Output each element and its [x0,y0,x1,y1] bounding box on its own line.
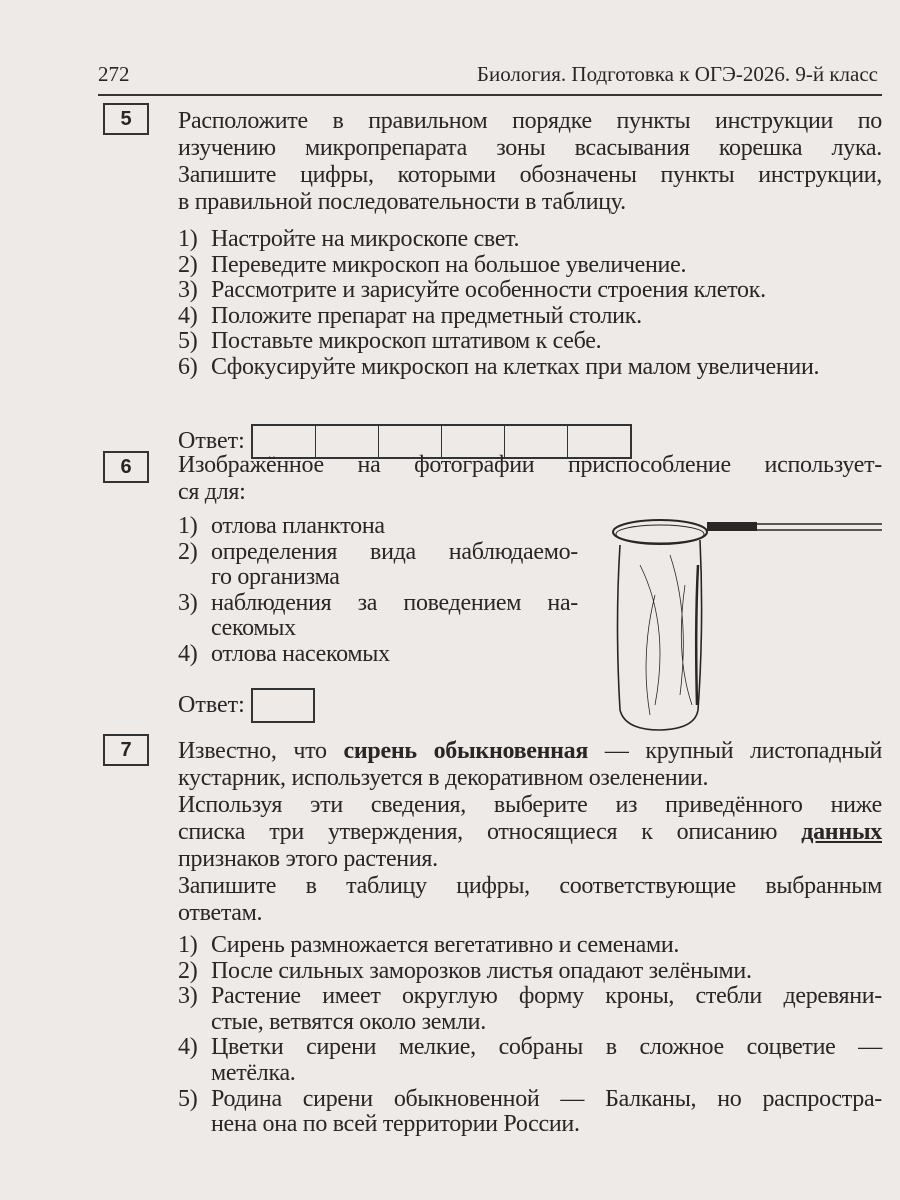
option-text: определения вида наблюдаемо- [211,538,578,565]
option-text: После сильных заморозков листья опадают зелёными. [211,957,752,984]
option-text-continuation: го организма [211,564,340,591]
question-number-5: 5 [103,103,149,135]
text-line: Расположите в правильном порядке пункты инструкции по [178,108,882,134]
option-item [178,304,882,330]
question-6-options [178,514,578,668]
text-line: Запишите цифры, которыми обозначены пункты инструкции, [178,162,882,188]
option-number: 4) [178,302,198,329]
text-line: Используя эти сведения, выберите из приведённого ниже [178,792,882,818]
option-text: отлова насекомых [211,640,390,667]
option-text: наблюдения за поведением на- [211,589,578,616]
header-rule [98,94,882,96]
option-number: 1) [178,513,198,539]
option-text: Поставьте микроскоп штативом к себе. [211,328,602,355]
text-line [178,738,882,765]
text-line [178,819,882,846]
option-number: 3) [178,277,198,304]
option-text: Родина сирени обыкновенной — Балканы, но распростра- [211,1085,882,1112]
text-line: ответам. [178,900,263,926]
option-text-continuation: стые, ветвятся около земли. [211,1008,486,1035]
text-line: признаков этого растения. [178,846,438,872]
text-segment: Известно, что [178,738,344,764]
option-item [178,514,578,540]
question-5-options [178,227,882,381]
option-number: 1) [178,226,198,252]
option-text: Сирень размножается вегетативно и семенами. [211,932,680,958]
option-item [178,984,882,1010]
running-title: Биология. Подготовка к ОГЭ-2026. 9-й класс [476,62,878,86]
option-number: 5) [178,1085,198,1112]
option-text: Переведите микроскоп на большое увеличение. [211,251,687,278]
option-item [178,227,882,253]
question-number-6: 6 [103,451,149,483]
option-text: Настройте на микроскопе свет. [211,226,520,252]
option-item [178,642,578,668]
option-text: Растение имеет округлую форму кроны, стебли деревяни- [211,983,882,1010]
text-segment: — крупный листопадный [588,738,882,764]
emphasis-term: данных [801,819,882,845]
text-line: Изображённое на фотографии приспособление использует- [178,452,882,478]
option-item [178,329,882,355]
option-number: 6) [178,353,198,380]
option-text-continuation: метёлка. [211,1059,296,1086]
option-text-continuation: секомых [211,615,296,642]
option-text: Рассмотрите и зарисуйте особенности строения клеток. [211,277,766,304]
text-line: кустарник, используется в декоративном озеленении. [178,765,709,791]
option-number: 2) [178,251,198,278]
option-text-continuation: нена она по всей территории России. [211,1111,580,1138]
question-7-text [178,738,882,927]
question-5-text [178,108,882,216]
option-number: 4) [178,1034,198,1061]
option-text: отлова планктона [211,513,385,539]
option-number: 3) [178,589,198,616]
question-number-7: 7 [103,734,149,766]
option-item [178,278,882,304]
question-6-answer [178,688,315,723]
option-item [178,253,882,279]
text-line: изучению микропрепарата зоны всасывания корешка лука. [178,135,882,161]
option-item [178,591,578,617]
text-segment: списка три утверждения, относящиеся к описанию [178,819,802,845]
option-text: Положите препарат на предметный столик. [211,302,642,329]
emphasis-term: сирень обыкновенная [343,738,589,764]
page-number: 272 [98,62,130,86]
option-text: Сфокусируйте микроскоп на клетках при малом увеличении. [211,353,820,380]
butterfly-net-illustration [600,505,885,740]
option-item [178,959,882,985]
answer-grid [251,688,315,723]
option-number: 3) [178,983,198,1010]
text-line: Запишите в таблицу цифры, соответствующие выбранным [178,873,882,899]
option-number: 1) [178,932,198,958]
option-item [178,540,578,566]
answer-cell[interactable] [253,690,313,721]
answer-label: Ответ: [178,692,245,718]
text-line: в правильной последовательности в таблицу. [178,189,626,215]
question-6-text [178,452,882,506]
question-7-options [178,933,882,1138]
option-number: 5) [178,328,198,355]
option-item [178,1087,882,1113]
text-line: ся для: [178,479,246,505]
option-text: Цветки сирени мелкие, собраны в сложное соцветие — [211,1034,882,1061]
option-number: 4) [178,640,198,667]
option-item [178,1035,882,1061]
option-item [178,933,882,959]
option-number: 2) [178,957,198,984]
option-item [178,355,882,381]
option-number: 2) [178,538,198,565]
answer-label: Ответ: [178,428,245,454]
